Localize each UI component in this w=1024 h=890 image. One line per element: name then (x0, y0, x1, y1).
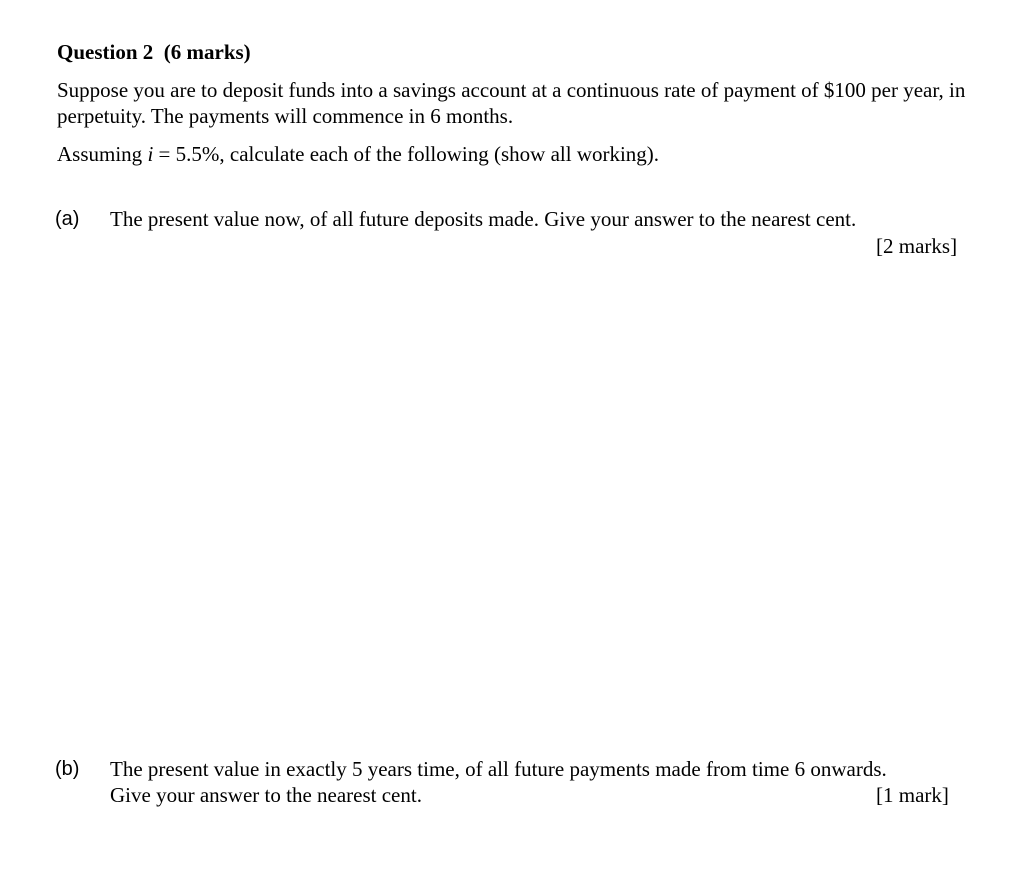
part-a-label: (a) (55, 208, 80, 230)
part-b-text-line1: The present value in exactly 5 years time, of all future payments made from time 6 onwards. (110, 757, 887, 781)
assumption-prefix: Assuming (57, 142, 148, 166)
part-a-marks: [2 marks] (876, 234, 958, 258)
part-b-marks: [1 mark] (876, 783, 949, 807)
part-a-text: The present value now, of all future deposits made. Give your answer to the nearest cent. (110, 207, 857, 231)
question-heading: Question 2 (6 marks) (57, 40, 251, 64)
assumption-rest: = 5.5%, calculate each of the following (show all working). (153, 142, 660, 166)
part-b-label: (b) (55, 758, 80, 780)
interest-variable: i (147, 142, 154, 166)
assumption-line (57, 141, 659, 167)
question-intro: Suppose you are to deposit funds into a savings account at a continuous rate of payment of $100 per year, in perpetuity. The payments will commence in 6 months. (57, 78, 966, 128)
part-b-text-line2: Give your answer to the nearest cent. (110, 783, 422, 807)
